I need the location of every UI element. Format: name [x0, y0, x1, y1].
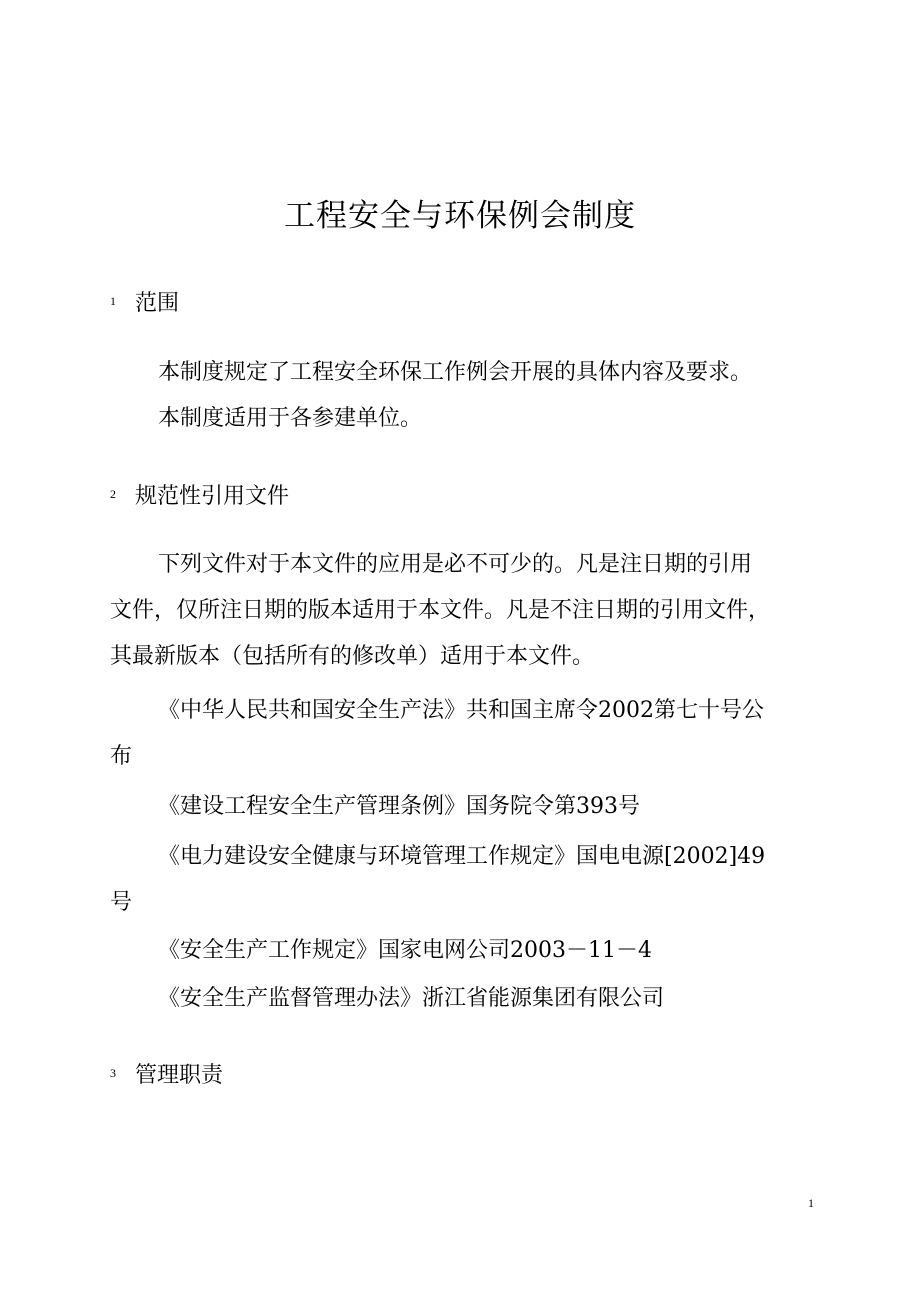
text-line: 本制度规定了工程安全环保工作例会开展的具体内容及要求。: [158, 360, 753, 385]
section-heading-references: [110, 479, 289, 510]
section-title: 规范性引用文件: [135, 484, 290, 509]
section-number: 1: [110, 294, 116, 308]
text-line: 布: [110, 744, 133, 769]
references-intro-paragraph: [110, 542, 832, 680]
text-line: 《安全生产工作规定》国家电网公司2003－11－4: [158, 938, 652, 963]
section-number: 2: [110, 487, 116, 501]
scope-paragraph: [110, 350, 832, 442]
reference-item: [110, 834, 832, 926]
reference-item: [110, 688, 832, 780]
section-title: 管理职责: [135, 1063, 224, 1088]
reference-item: [110, 928, 832, 974]
text-line: 本制度适用于各参建单位。: [158, 406, 423, 431]
text-line: 其最新版本（包括所有的修改单）适用于本文件。: [110, 644, 595, 669]
text-line: 号: [110, 890, 133, 915]
section-number: 3: [110, 1066, 116, 1080]
reference-item: [110, 784, 832, 830]
text-line: 文件，仅所注日期的版本适用于本文件。凡是不注日期的引用文件，: [110, 598, 771, 623]
section-title: 范围: [135, 291, 180, 316]
section-heading-responsibilities: [110, 1058, 223, 1089]
section-heading-scope: [110, 286, 179, 317]
text-line: 《中华人民共和国安全生产法》共和国主席令2002第七十号公: [158, 698, 764, 723]
text-line: 《建设工程安全生产管理条例》国务院令第393号: [158, 794, 640, 819]
text-line: 《电力建设安全健康与环境管理工作规定》国电电源[2002]49: [158, 844, 766, 869]
text-line: 下列文件对于本文件的应用是必不可少的。凡是注日期的引用: [158, 552, 753, 577]
reference-item: [110, 976, 832, 1022]
page-number: 1: [808, 1196, 814, 1210]
text-line: 《安全生产监督管理办法》浙江省能源集团有限公司: [158, 986, 665, 1011]
document-title: 工程安全与环保例会制度: [284, 198, 636, 234]
